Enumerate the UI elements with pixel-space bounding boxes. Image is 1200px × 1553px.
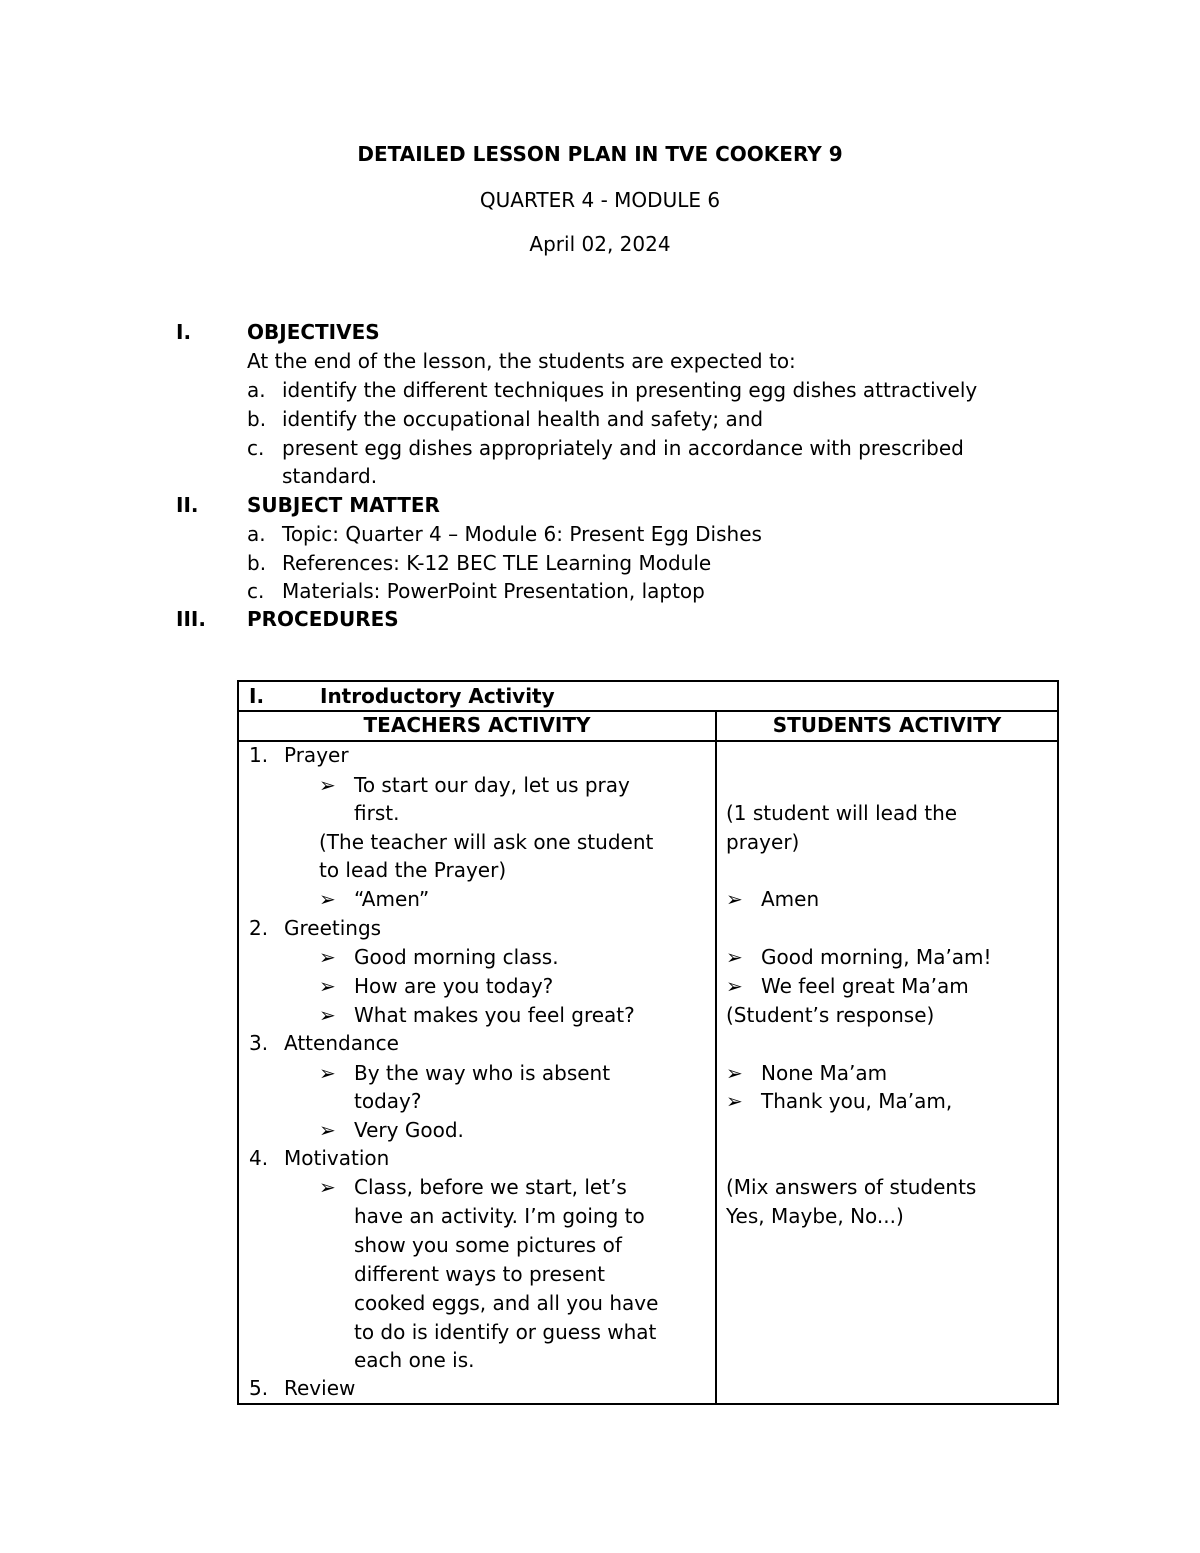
teacher-line: first.: [354, 801, 400, 825]
section-number-procedures: III.: [176, 607, 206, 631]
objective-letter: b.: [247, 407, 267, 431]
arrow-bullet-icon: ➢: [319, 1003, 336, 1027]
section-number-subject: II.: [176, 493, 199, 517]
section-heading-procedures: PROCEDURES: [247, 607, 399, 631]
student-response: None Ma’am: [761, 1061, 888, 1085]
objective-item: identify the occupational health and safety; and: [282, 407, 764, 431]
teacher-line: Class, before we start, let’s: [354, 1175, 627, 1199]
objective-item-continued: standard.: [282, 464, 378, 488]
teacher-note: to lead the Prayer): [319, 858, 507, 882]
procedures-table: [237, 680, 1059, 1405]
student-response: (1 student will lead the: [726, 801, 958, 825]
student-response: (Mix answers of students: [726, 1175, 977, 1199]
arrow-bullet-icon: ➢: [319, 1175, 336, 1199]
teacher-line: To start our day, let us pray: [354, 773, 630, 797]
quarter-module: QUARTER 4 - MODULE 6: [479, 188, 721, 212]
objective-item: present egg dishes appropriately and in accordance with prescribed: [282, 436, 964, 460]
document-title: DETAILED LESSON PLAN IN TVE COOKERY 9: [357, 142, 843, 166]
objective-letter: c.: [247, 436, 265, 460]
objectives-intro: At the end of the lesson, the students are expected to:: [247, 349, 796, 373]
teacher-line: to do is identify or guess what: [354, 1320, 657, 1344]
student-response: prayer): [726, 830, 800, 854]
step-number: 3.: [249, 1031, 269, 1055]
teacher-line: cooked eggs, and all you have: [354, 1291, 659, 1315]
arrow-bullet-icon: ➢: [319, 945, 336, 969]
teacher-line: “Amen”: [354, 887, 430, 911]
arrow-bullet-icon: ➢: [726, 1061, 743, 1085]
column-header-student: STUDENTS ACTIVITY: [772, 713, 1002, 737]
lesson-date: April 02, 2024: [529, 232, 671, 256]
subject-item: Materials: PowerPoint Presentation, laptop: [282, 579, 705, 603]
student-response: (Student’s response): [726, 1003, 935, 1027]
teacher-line: By the way who is absent: [354, 1061, 611, 1085]
subject-letter: b.: [247, 551, 267, 575]
column-header-teacher: TEACHERS ACTIVITY: [363, 713, 591, 737]
arrow-bullet-icon: ➢: [319, 773, 336, 797]
teacher-line: each one is.: [354, 1348, 475, 1372]
step-title-greetings: Greetings: [284, 916, 382, 940]
teacher-line: show you some pictures of: [354, 1233, 622, 1257]
arrow-bullet-icon: ➢: [726, 887, 743, 911]
arrow-bullet-icon: ➢: [726, 945, 743, 969]
step-number: 2.: [249, 916, 269, 940]
arrow-bullet-icon: ➢: [319, 1061, 336, 1085]
step-number: 1.: [249, 743, 269, 767]
step-title-motivation: Motivation: [284, 1146, 390, 1170]
column-divider: [715, 712, 717, 1403]
objective-letter: a.: [247, 378, 266, 402]
teacher-note: (The teacher will ask one student: [319, 830, 654, 854]
teacher-line: How are you today?: [354, 974, 554, 998]
arrow-bullet-icon: ➢: [319, 1118, 336, 1142]
teacher-line: Very Good.: [354, 1118, 464, 1142]
step-title-prayer: Prayer: [284, 743, 349, 767]
arrow-bullet-icon: ➢: [319, 887, 336, 911]
section-number-objectives: I.: [176, 320, 192, 344]
student-response: Good morning, Ma’am!: [761, 945, 992, 969]
teacher-line: What makes you feel great?: [354, 1003, 635, 1027]
subject-letter: a.: [247, 522, 266, 546]
step-title-review: Review: [284, 1376, 356, 1400]
student-response: Thank you, Ma’am,: [761, 1089, 953, 1113]
subject-item: References: K-12 BEC TLE Learning Module: [282, 551, 712, 575]
student-response: Amen: [761, 887, 820, 911]
subject-letter: c.: [247, 579, 265, 603]
step-number: 4.: [249, 1146, 269, 1170]
table-section-title: Introductory Activity: [320, 684, 555, 708]
student-response: Yes, Maybe, No...): [726, 1204, 904, 1228]
subject-item: Topic: Quarter 4 – Module 6: Present Egg Dishes: [282, 522, 762, 546]
table-section-number: I.: [249, 684, 265, 708]
teacher-line: have an activity. I’m going to: [354, 1204, 645, 1228]
step-number: 5.: [249, 1376, 269, 1400]
student-response: We feel great Ma’am: [761, 974, 969, 998]
objective-item: identify the different techniques in presenting egg dishes attractively: [282, 378, 978, 402]
arrow-bullet-icon: ➢: [726, 974, 743, 998]
step-title-attendance: Attendance: [284, 1031, 399, 1055]
section-heading-objectives: OBJECTIVES: [247, 320, 380, 344]
teacher-line: different ways to present: [354, 1262, 605, 1286]
teacher-line: today?: [354, 1089, 422, 1113]
arrow-bullet-icon: ➢: [319, 974, 336, 998]
arrow-bullet-icon: ➢: [726, 1089, 743, 1113]
section-heading-subject: SUBJECT MATTER: [247, 493, 440, 517]
table-divider: [239, 740, 1057, 742]
teacher-line: Good morning class.: [354, 945, 559, 969]
